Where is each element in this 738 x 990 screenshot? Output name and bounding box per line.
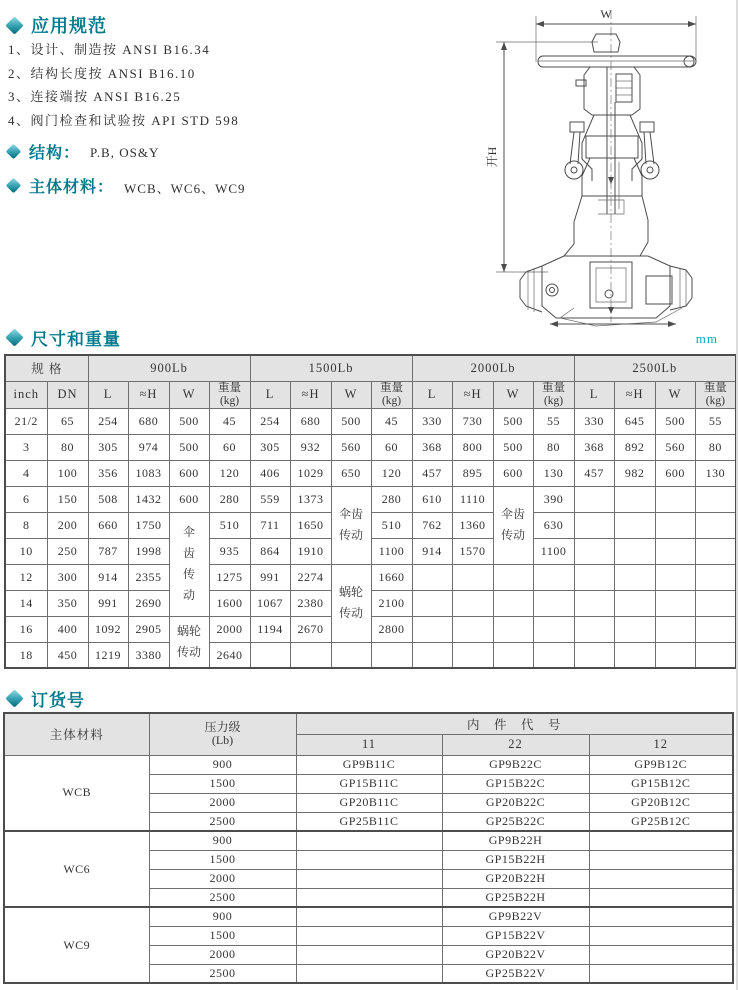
table-cell [296, 869, 442, 888]
table-cell: 伞齿 传动 [331, 486, 371, 564]
table-cell: 305 [88, 434, 128, 460]
table-cell: 914 [412, 538, 452, 564]
table-cell: 45 [209, 408, 250, 434]
table-cell: 500 [493, 434, 533, 460]
table-cell: GP15B12C [589, 774, 733, 793]
table-cell: 60 [209, 434, 250, 460]
table-cell: 12 [5, 564, 47, 590]
table-cell [695, 512, 736, 538]
table-cell: GP25B22V [442, 964, 589, 983]
table-cell: 254 [250, 408, 290, 434]
table-cell: GP15B22V [442, 926, 589, 945]
table-row [5, 381, 736, 408]
table-cell: 900 [149, 755, 296, 774]
table-cell [371, 642, 412, 668]
table-cell: 16 [5, 616, 47, 642]
header-cell: 2000Lb [412, 355, 574, 381]
table-cell: 2640 [209, 642, 250, 668]
diamond-icon [6, 144, 22, 160]
table-cell: 630 [533, 512, 574, 538]
table-cell: 991 [250, 564, 290, 590]
table-cell [614, 590, 655, 616]
material-label: 主体材料： [29, 179, 115, 196]
table-cell: 2274 [290, 564, 331, 590]
table-cell [655, 642, 695, 668]
table-cell: 2000 [149, 945, 296, 964]
table-cell [695, 590, 736, 616]
table-cell: 1100 [533, 538, 574, 564]
table-cell: 65 [47, 408, 88, 434]
table-cell [493, 616, 533, 642]
table-cell: 1500 [149, 774, 296, 793]
section-heading-dimensions [8, 325, 121, 350]
table-cell [296, 945, 442, 964]
table-row [5, 642, 736, 668]
table-cell: 3 [5, 434, 47, 460]
table-row [5, 434, 736, 460]
table-cell [452, 590, 493, 616]
table-cell [574, 486, 614, 512]
drawing-width-label: W [600, 7, 612, 21]
table-cell [574, 538, 614, 564]
header-cell: L [88, 381, 128, 408]
table-cell [655, 564, 695, 590]
table-row [5, 512, 736, 538]
table-cell [493, 564, 533, 590]
table-cell [589, 926, 733, 945]
table-cell: 80 [533, 434, 574, 460]
table-cell: 390 [533, 486, 574, 512]
table-cell: GP20B22C [442, 793, 589, 812]
table-cell [574, 616, 614, 642]
table-cell: 2500 [149, 812, 296, 831]
table-cell [589, 831, 733, 850]
header-cell: ≈H [614, 381, 655, 408]
unit-label: mm [695, 331, 718, 346]
table-cell: 1067 [250, 590, 290, 616]
table-cell: 406 [250, 460, 290, 486]
table-cell [614, 538, 655, 564]
table-cell: GP15B22C [442, 774, 589, 793]
table-cell: 450 [47, 642, 88, 668]
table-cell [574, 642, 614, 668]
table-cell: 120 [209, 460, 250, 486]
table-cell: 400 [47, 616, 88, 642]
table-cell: 80 [695, 434, 736, 460]
order-title: 订货号 [31, 691, 85, 710]
table-cell: 457 [412, 460, 452, 486]
header-cell: 规 格 [5, 355, 88, 381]
header-cell: W [493, 381, 533, 408]
table-cell: 900 [149, 907, 296, 926]
structure-label: 结构： [29, 145, 81, 162]
table-cell: 2800 [371, 616, 412, 642]
table-row [5, 590, 736, 616]
table-cell: 680 [290, 408, 331, 434]
table-cell [250, 642, 290, 668]
table-cell [412, 642, 452, 668]
header-cell: 主体材料 [4, 713, 149, 755]
table-cell: 1092 [88, 616, 128, 642]
table-cell: 80 [47, 434, 88, 460]
table-cell [452, 642, 493, 668]
header-cell: ≈H [128, 381, 169, 408]
header-cell: L [412, 381, 452, 408]
table-cell: 6 [5, 486, 47, 512]
table-cell: 350 [47, 590, 88, 616]
table-cell: 500 [169, 434, 209, 460]
table-cell: 982 [614, 460, 655, 486]
table-cell: 300 [47, 564, 88, 590]
table-cell: 645 [614, 408, 655, 434]
table-cell: GP15B11C [296, 774, 442, 793]
table-cell: GP9B11C [296, 755, 442, 774]
table-cell: 914 [88, 564, 128, 590]
header-cell: 900Lb [88, 355, 250, 381]
table-cell: GP9B22H [442, 831, 589, 850]
table-cell: 1275 [209, 564, 250, 590]
table-cell [493, 642, 533, 668]
table-cell: GP20B22H [442, 869, 589, 888]
header-cell: 2500Lb [574, 355, 736, 381]
table-cell: 280 [371, 486, 412, 512]
table-cell: 510 [371, 512, 412, 538]
spec-item: 2、结构长度按 ANSI B16.10 [8, 65, 196, 81]
table-cell: 2690 [128, 590, 169, 616]
spec-item: 3、连接端按 ANSI B16.25 [8, 89, 182, 104]
header-cell: DN [47, 381, 88, 408]
table-cell: 2000 [209, 616, 250, 642]
table-cell: 787 [88, 538, 128, 564]
table-row [5, 408, 736, 434]
table-cell: GP15B22H [442, 850, 589, 869]
table-cell: 伞齿 传动 [493, 486, 533, 564]
table-cell: GP25B22C [442, 812, 589, 831]
table-cell: 2000 [149, 793, 296, 812]
section-heading-order [8, 686, 85, 711]
table-cell: 55 [695, 408, 736, 434]
table-cell: 200 [47, 512, 88, 538]
table-cell: 250 [47, 538, 88, 564]
header-cell: 11 [296, 734, 442, 755]
drawing-height-label: 开H [485, 146, 499, 168]
table-cell [614, 564, 655, 590]
table-cell [695, 616, 736, 642]
table-cell: WC6 [4, 831, 149, 907]
header-cell: 重量 (kg) [209, 381, 250, 408]
table-row [5, 460, 736, 486]
table-cell: 1432 [128, 486, 169, 512]
table-cell [574, 590, 614, 616]
table-cell: WC9 [4, 907, 149, 983]
table-cell: 600 [493, 460, 533, 486]
table-cell: 60 [371, 434, 412, 460]
table-cell: 730 [452, 408, 493, 434]
table-cell [296, 907, 442, 926]
table-cell: 18 [5, 642, 47, 668]
table-cell [695, 642, 736, 668]
header-cell: 内 件 代 号 [296, 713, 733, 734]
table-cell [695, 564, 736, 590]
table-cell: 330 [412, 408, 452, 434]
table-cell [589, 945, 733, 964]
table-cell: 2500 [149, 964, 296, 983]
table-cell [589, 964, 733, 983]
table-cell [589, 907, 733, 926]
table-cell [452, 564, 493, 590]
diamond-icon [6, 178, 22, 194]
table-cell: 1029 [290, 460, 331, 486]
table-cell [412, 590, 452, 616]
table-cell: 991 [88, 590, 128, 616]
table-row [4, 713, 733, 734]
diamond-icon [5, 328, 23, 346]
header-cell: W [655, 381, 695, 408]
table-cell: 254 [88, 408, 128, 434]
table-cell [655, 512, 695, 538]
table-cell: 280 [209, 486, 250, 512]
dimensions-title: 尺寸和重量 [31, 330, 121, 349]
header-cell: 22 [442, 734, 589, 755]
table-cell: 974 [128, 434, 169, 460]
table-row [5, 564, 736, 590]
table-cell: 伞 齿 传 动 [169, 512, 209, 616]
table-row [4, 755, 733, 774]
table-cell [614, 512, 655, 538]
table-cell: 1500 [149, 926, 296, 945]
table-cell: 510 [209, 512, 250, 538]
table-cell [290, 642, 331, 668]
table-cell: 600 [169, 486, 209, 512]
table-cell [533, 564, 574, 590]
table-cell [589, 888, 733, 907]
table-cell: 935 [209, 538, 250, 564]
table-cell [296, 926, 442, 945]
header-cell: 1500Lb [250, 355, 412, 381]
table-cell: WCB [4, 755, 149, 831]
table-cell: 2380 [290, 590, 331, 616]
table-cell: GP25B22H [442, 888, 589, 907]
table-cell: 10 [5, 538, 47, 564]
order-table [3, 712, 734, 984]
table-cell: GP25B12C [589, 812, 733, 831]
table-cell: 560 [331, 434, 371, 460]
header-cell: 重量 (kg) [533, 381, 574, 408]
table-cell: 368 [412, 434, 452, 460]
header-cell: W [331, 381, 371, 408]
table-cell [296, 964, 442, 983]
table-cell: 100 [47, 460, 88, 486]
table-cell: 2905 [128, 616, 169, 642]
table-cell [589, 869, 733, 888]
table-cell: 600 [655, 460, 695, 486]
table-cell: GP9B12C [589, 755, 733, 774]
header-cell: W [169, 381, 209, 408]
table-cell: 500 [331, 408, 371, 434]
table-cell: 蜗轮 传动 [169, 616, 209, 668]
table-cell [695, 486, 736, 512]
header-cell: 12 [589, 734, 733, 755]
spec-item: 1、设计、制造按 ANSI B16.34 [8, 42, 211, 57]
spec-item: 4、阀门检查和试验按 API STD 598 [8, 112, 240, 128]
table-cell: 1600 [209, 590, 250, 616]
table-cell [655, 538, 695, 564]
valve-drawing [478, 4, 734, 330]
header-cell: 压力级 (Lb) [149, 713, 296, 755]
table-cell: 864 [250, 538, 290, 564]
table-cell: 1750 [128, 512, 169, 538]
section-title: 应用规范 [31, 16, 107, 36]
table-cell: 2000 [149, 869, 296, 888]
table-row [5, 538, 736, 564]
diamond-icon [5, 16, 23, 34]
table-cell: 3380 [128, 642, 169, 668]
table-cell: 559 [250, 486, 290, 512]
table-cell: 45 [371, 408, 412, 434]
table-cell [614, 642, 655, 668]
section-heading-specs [8, 12, 107, 38]
table-cell: 500 [655, 408, 695, 434]
table-cell: GP20B11C [296, 793, 442, 812]
table-cell: 1083 [128, 460, 169, 486]
spec-list [8, 38, 438, 132]
header-cell: ≈H [452, 381, 493, 408]
table-cell [574, 564, 614, 590]
table-cell: 457 [574, 460, 614, 486]
table-cell: 8 [5, 512, 47, 538]
header-cell: inch [5, 381, 47, 408]
table-cell [412, 616, 452, 642]
table-cell: 4 [5, 460, 47, 486]
table-cell: 508 [88, 486, 128, 512]
table-cell: 610 [412, 486, 452, 512]
table-cell: 120 [371, 460, 412, 486]
table-cell [574, 512, 614, 538]
diamond-icon [5, 689, 23, 707]
table-cell [493, 590, 533, 616]
table-row [5, 355, 736, 381]
table-cell: 2355 [128, 564, 169, 590]
table-cell: 130 [533, 460, 574, 486]
table-cell: 650 [331, 460, 371, 486]
table-cell [296, 850, 442, 869]
table-cell: GP20B12C [589, 793, 733, 812]
table-cell: 895 [452, 460, 493, 486]
table-cell: 1219 [88, 642, 128, 668]
table-cell: 1194 [250, 616, 290, 642]
table-row [5, 486, 736, 512]
table-row [4, 831, 733, 850]
table-cell: GP20B22V [442, 945, 589, 964]
table-cell [655, 486, 695, 512]
table-cell: 1360 [452, 512, 493, 538]
table-cell [533, 642, 574, 668]
table-cell [412, 564, 452, 590]
table-cell: 500 [493, 408, 533, 434]
table-cell [614, 616, 655, 642]
table-cell [533, 616, 574, 642]
table-cell: 1660 [371, 564, 412, 590]
table-cell: 356 [88, 460, 128, 486]
header-cell: L [574, 381, 614, 408]
section-heading-material [8, 174, 246, 197]
table-cell: 560 [655, 434, 695, 460]
table-cell [533, 590, 574, 616]
table-cell: 1373 [290, 486, 331, 512]
table-cell: 1100 [371, 538, 412, 564]
header-cell: 重量 (kg) [371, 381, 412, 408]
table-cell: 2670 [290, 616, 331, 642]
table-cell: 150 [47, 486, 88, 512]
table-cell: 55 [533, 408, 574, 434]
section-heading-structure [8, 140, 159, 163]
table-cell: 1650 [290, 512, 331, 538]
table-cell: 1110 [452, 486, 493, 512]
table-cell [589, 850, 733, 869]
table-cell: 130 [695, 460, 736, 486]
table-cell [655, 616, 695, 642]
material-value: WCB、WC6、WC9 [124, 180, 246, 196]
table-cell: 900 [149, 831, 296, 850]
table-cell: 368 [574, 434, 614, 460]
table-cell: 600 [169, 460, 209, 486]
table-cell: 892 [614, 434, 655, 460]
table-cell: 660 [88, 512, 128, 538]
header-cell: L [250, 381, 290, 408]
header-cell: ≈H [290, 381, 331, 408]
table-cell: 21/2 [5, 408, 47, 434]
table-cell: 330 [574, 408, 614, 434]
table-cell [655, 590, 695, 616]
table-cell: GP25B11C [296, 812, 442, 831]
table-cell: 932 [290, 434, 331, 460]
table-cell [695, 538, 736, 564]
table-cell [452, 616, 493, 642]
header-cell: 重量 (kg) [695, 381, 736, 408]
table-cell [296, 831, 442, 850]
table-cell: 500 [169, 408, 209, 434]
table-cell: 1570 [452, 538, 493, 564]
table-cell: 蜗轮 传动 [331, 564, 371, 642]
structure-value: P.B, OS&Y [90, 145, 160, 160]
table-cell: 762 [412, 512, 452, 538]
table-cell: 2500 [149, 888, 296, 907]
table-cell: GP9B22C [442, 755, 589, 774]
table-cell: 14 [5, 590, 47, 616]
table-cell: 711 [250, 512, 290, 538]
table-cell [614, 486, 655, 512]
table-cell: 305 [250, 434, 290, 460]
table-cell: 680 [128, 408, 169, 434]
table-cell: 1998 [128, 538, 169, 564]
table-cell: 1910 [290, 538, 331, 564]
table-row [4, 907, 733, 926]
table-cell [331, 642, 371, 668]
table-cell: 2100 [371, 590, 412, 616]
table-cell [296, 888, 442, 907]
dimensions-table [4, 354, 737, 669]
table-cell: 800 [452, 434, 493, 460]
table-cell: 1500 [149, 850, 296, 869]
table-cell: GP9B22V [442, 907, 589, 926]
table-row [5, 616, 736, 642]
